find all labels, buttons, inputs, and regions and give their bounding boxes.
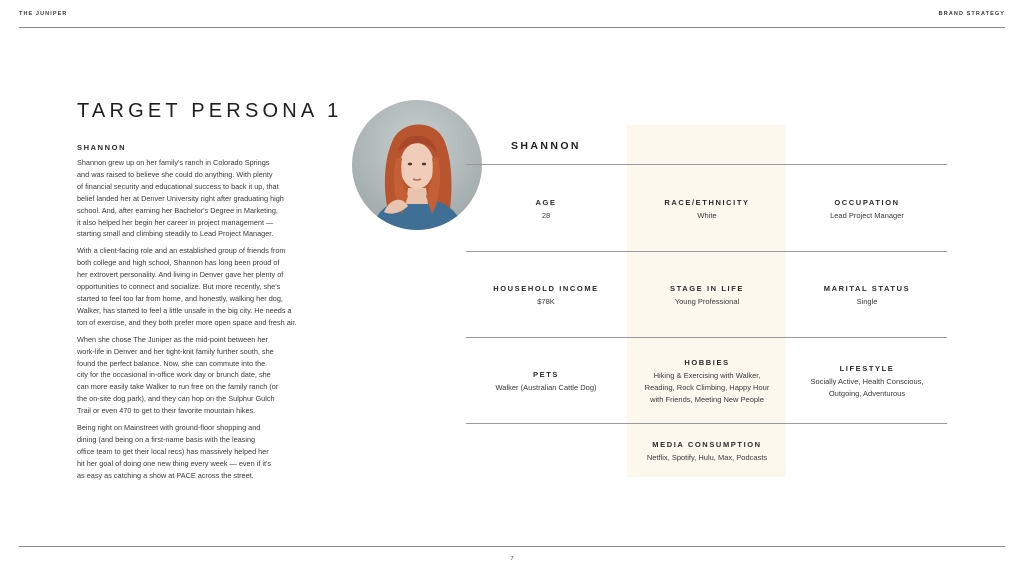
- table-divider: [466, 164, 947, 165]
- income-value: $78K: [537, 297, 555, 306]
- stage-cell: [627, 284, 787, 308]
- table-divider: [466, 251, 947, 252]
- marital-value: Single: [856, 297, 878, 306]
- persona-bio: [77, 157, 345, 487]
- income-label: HOUSEHOLD INCOME: [493, 284, 599, 293]
- page-title: TARGET PERSONA 1: [77, 100, 343, 122]
- occupation-cell: [787, 198, 947, 222]
- bio-paragraph: When she chose The Juniper as the mid-point between her work-life in Denver and her tight-knit family further south, she found the perfect balance. Now, she can commute into the city for the occasional in-office work day or brunch date, she can more easily take Walker to run free on the family ranch (or the on-site dog park), and they can hop on the Sulphur Gulch Trail or even 470 to get to their favorite mountain hikes.: [77, 334, 279, 416]
- hobbies-label: HOBBIES: [684, 358, 730, 367]
- income-cell: [466, 284, 626, 308]
- pets-value: Walker (Australian Cattle Dog): [495, 383, 597, 392]
- age-value: 28: [541, 211, 551, 220]
- lifestyle-label: LIFESTYLE: [839, 364, 895, 373]
- race-label: RACE/ETHNICITY: [664, 198, 750, 207]
- bio-paragraph: Shannon grew up on her family's ranch in Colorado Springs and was raised to believe she could do anything. With plenty of financial security and educational success to back it up, that belief landed her at Denver University right after graduating high school. And, after earning her Bachelor's Degree in Marketing, it also helped her begin her career in project management — starting small and climbing steadily to Lead Project Manager.: [77, 158, 284, 239]
- brand-name: THE JUNIPER: [19, 11, 68, 17]
- marital-label: MARITAL STATUS: [823, 284, 911, 293]
- section-name: BRAND STRATEGY: [938, 11, 1005, 17]
- age-label: AGE: [535, 198, 557, 207]
- hobbies-cell: [627, 358, 787, 405]
- bio-heading: SHANNON: [77, 143, 127, 152]
- pets-label: PETS: [533, 370, 559, 379]
- age-cell: [466, 198, 626, 222]
- bio-paragraph: Being right on Mainstreet with ground-floor shopping and dining (and being on a first-name basis with the leasing office team to get their local recs) has massively helped her hit her goal of doing one new thing every week — even if it's as easy as catching a show at PACE across the street.: [77, 423, 272, 480]
- stage-value: Young Professional: [674, 297, 740, 306]
- race-value: White: [697, 211, 717, 220]
- stage-label: STAGE IN LIFE: [670, 284, 744, 293]
- persona-name: SHANNON: [511, 140, 581, 152]
- table-divider: [466, 337, 947, 338]
- media-cell: [627, 440, 787, 464]
- persona-photo: [352, 100, 482, 230]
- occupation-value: Lead Project Manager: [830, 211, 904, 220]
- media-label: MEDIA CONSUMPTION: [652, 440, 762, 449]
- race-cell: [627, 198, 787, 222]
- page-number: 7: [510, 556, 514, 562]
- occupation-label: OCCUPATION: [834, 198, 900, 207]
- footer-divider: [19, 546, 1005, 547]
- pets-cell: [466, 370, 626, 394]
- lifestyle-cell: [787, 364, 947, 400]
- lifestyle-value: Socially Active, Health Conscious, Outgoing, Adventurous: [810, 377, 924, 398]
- header-divider: [19, 27, 1005, 28]
- table-divider: [466, 423, 947, 424]
- marital-cell: [787, 284, 947, 308]
- media-value: Netflix, Spotify, Hulu, Max, Podcasts: [646, 453, 768, 462]
- hobbies-value: Hiking & Exercising with Walker, Reading, Rock Climbing, Happy Hour with Friends, Meeting New People: [644, 371, 770, 404]
- bio-paragraph: With a client-facing role and an established group of friends from both college and high school, Shannon has long been proud of her extrovert personality. And living in Denver gave her plenty of opportunities to connect and socialize. But more recently, she's started to feel too far from home, and honestly, walking her dog, Walker, has started to feel a little unsafe in the big city. He needs a ton of exercise, and they both prefer more open space and fresh air.: [77, 246, 297, 327]
